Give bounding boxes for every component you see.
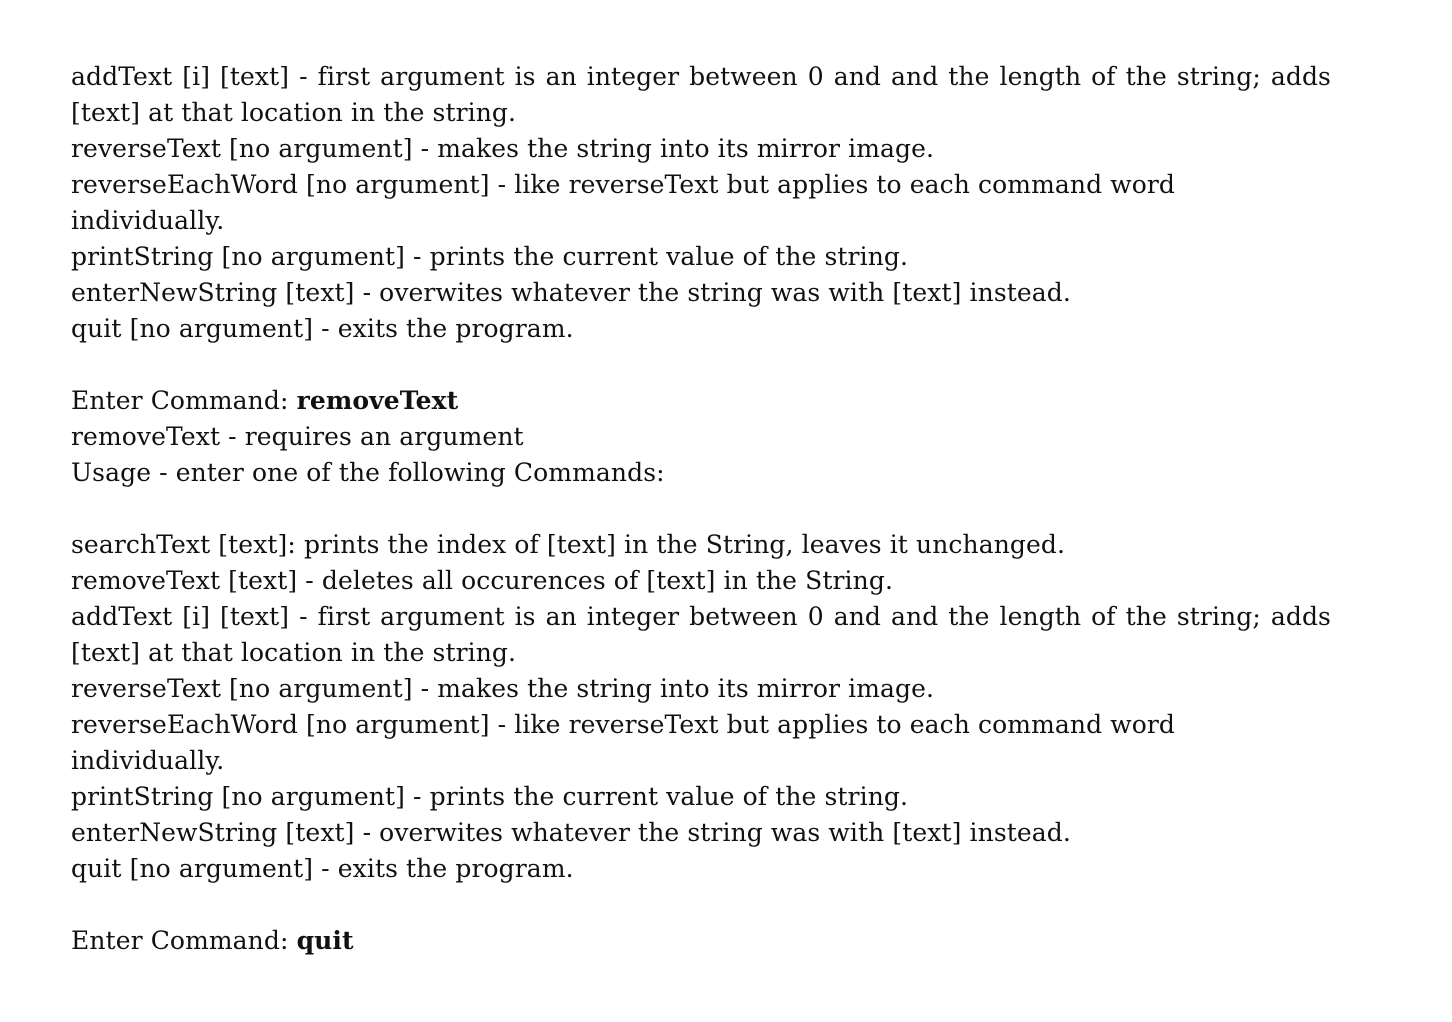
prompt-label: Enter Command: (71, 926, 297, 955)
entered-command: removeText (296, 386, 459, 415)
prompt-label: Enter Command: (71, 386, 297, 415)
usage-line-quit: quit [no argument] - exits the program. (71, 854, 574, 883)
usage-line-searchtext: searchText [text]: prints the index of [text] in the String, leaves it unchanged. (71, 530, 1066, 559)
usage-line-reversetext: reverseText [no argument] - makes the string into its mirror image. (71, 134, 935, 163)
command-prompt-1 (71, 383, 1331, 419)
usage-line-enternewstring: enterNewString [text] - overwites whatever the string was with [text] instead. (71, 278, 1071, 307)
command-prompt-2 (71, 923, 1331, 959)
usage-line-enternewstring: enterNewString [text] - overwites whatever the string was with [text] instead. (71, 818, 1071, 847)
usage-line-printstring: printString [no argument] - prints the current value of the string. (71, 782, 909, 811)
spacer (71, 491, 1331, 527)
usage-block-1 (71, 59, 1340, 347)
error-message: removeText - requires an argument (71, 422, 524, 451)
usage-block-2 (71, 527, 1340, 887)
usage-line-reverseeachword: reverseEachWord [no argument] - like reverseText but applies to each command word individually. (71, 710, 1184, 775)
usage-line-addtext: addText [i] [text] - first argument is an integer between 0 and and the length of the string; adds [text] at that location in the string. (71, 602, 1340, 667)
usage-header: Usage - enter one of the following Commands: (71, 458, 665, 487)
console-output (71, 59, 1340, 959)
usage-line-printstring: printString [no argument] - prints the current value of the string. (71, 242, 909, 271)
usage-line-removetext: removeText [text] - deletes all occurences of [text] in the String. (71, 566, 893, 595)
usage-line-addtext: addText [i] [text] - first argument is an integer between 0 and and the length of the string; adds [text] at that location in the string. (71, 62, 1340, 127)
usage-line-reversetext: reverseText [no argument] - makes the string into its mirror image. (71, 674, 935, 703)
spacer (71, 887, 1331, 923)
usage-line-reverseeachword: reverseEachWord [no argument] - like reverseText but applies to each command word individually. (71, 170, 1184, 235)
spacer (71, 347, 1331, 383)
usage-line-quit: quit [no argument] - exits the program. (71, 314, 574, 343)
entered-command: quit (296, 926, 354, 955)
